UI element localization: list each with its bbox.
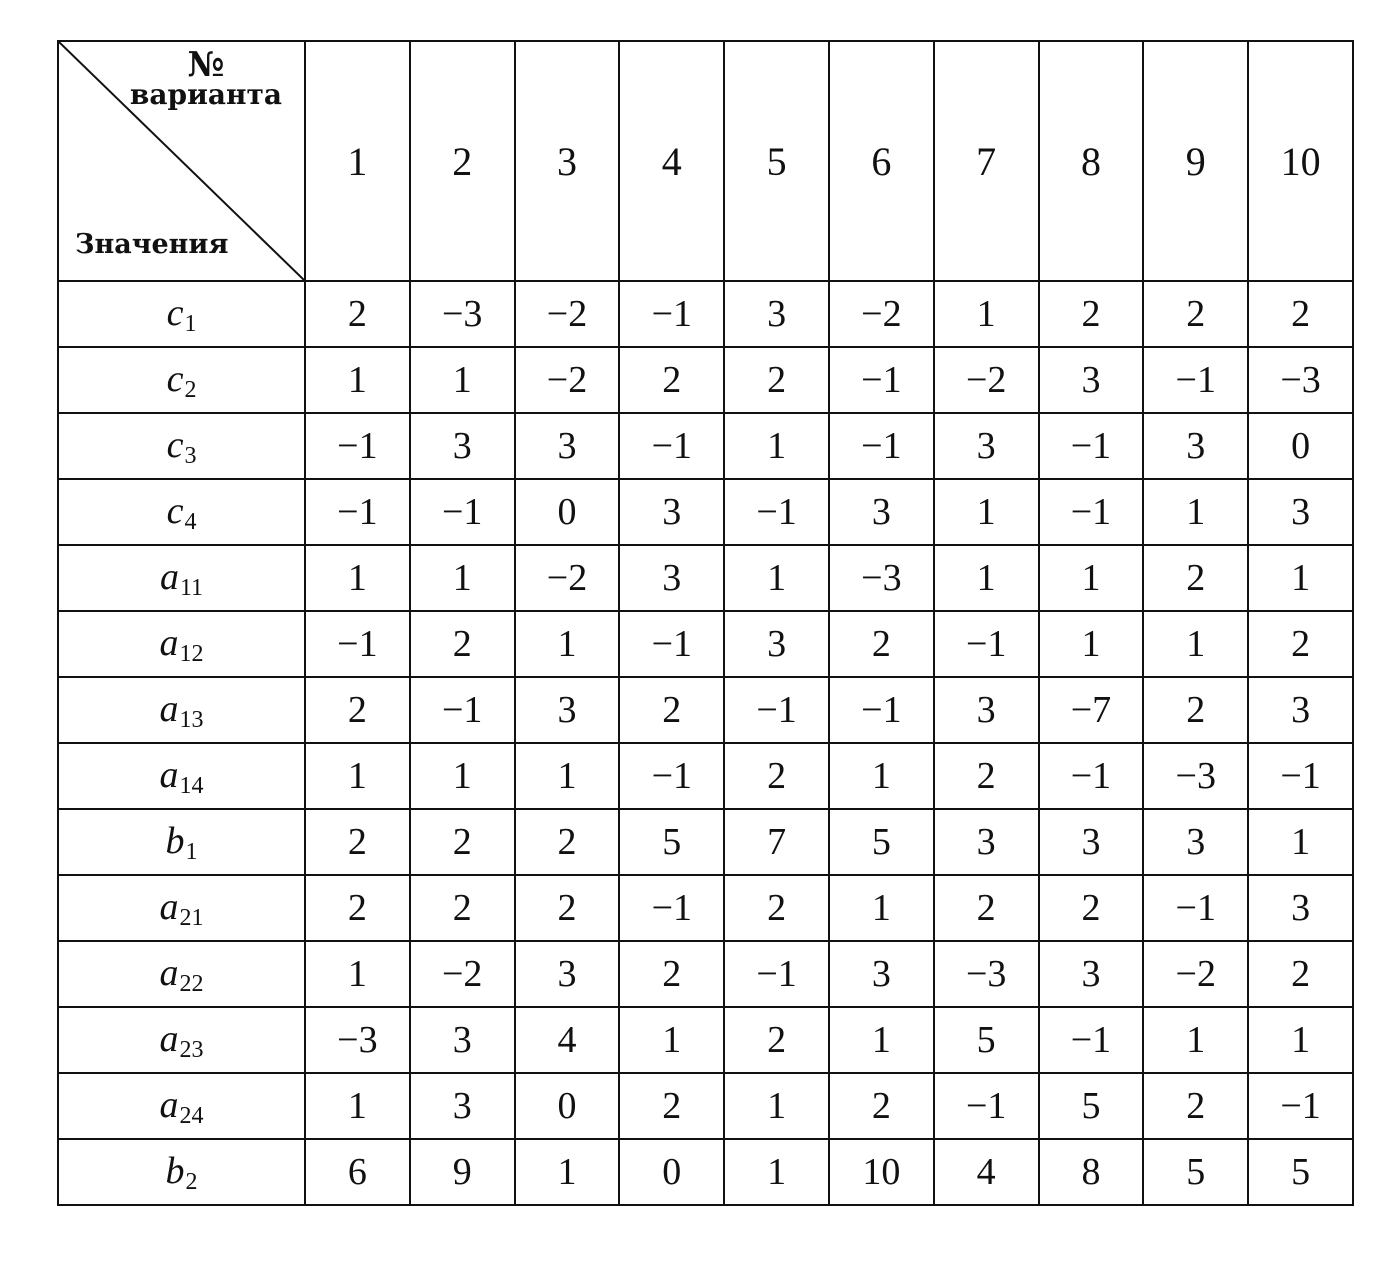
value-cell: 3	[410, 1073, 515, 1139]
table-row	[58, 809, 1353, 875]
value-cell: 2	[1039, 875, 1144, 941]
variant-header-1: 1	[305, 41, 410, 281]
value-cell: 5	[1248, 1139, 1353, 1205]
row-symbol: a	[159, 885, 179, 928]
value-cell: 3	[1143, 413, 1248, 479]
value-cell: 1	[934, 479, 1039, 545]
number-sign: №	[187, 45, 225, 85]
value-cell: −2	[934, 347, 1039, 413]
value-cell: 1	[724, 1073, 829, 1139]
value-cell: 1	[305, 941, 410, 1007]
value-cell: 3	[515, 677, 620, 743]
row-symbol: c	[166, 291, 184, 334]
value-cell: −3	[934, 941, 1039, 1007]
value-cell: −1	[1039, 479, 1144, 545]
value-cell: 2	[829, 1073, 934, 1139]
variant-number-caption	[129, 45, 282, 111]
table-row	[58, 611, 1353, 677]
row-subscript: 2	[185, 1168, 198, 1195]
value-cell: −2	[515, 281, 620, 347]
variant-header-10: 10	[1248, 41, 1353, 281]
value-cell: 2	[1143, 1073, 1248, 1139]
value-cell: 1	[829, 743, 934, 809]
value-cell: 2	[619, 347, 724, 413]
value-cell: 1	[1143, 479, 1248, 545]
value-cell: 3	[724, 611, 829, 677]
value-cell: 1	[1143, 611, 1248, 677]
value-cell: −1	[410, 479, 515, 545]
table-row	[58, 479, 1353, 545]
value-cell: −1	[724, 941, 829, 1007]
value-cell: 0	[515, 1073, 620, 1139]
value-cell: 2	[515, 809, 620, 875]
value-cell: −1	[724, 677, 829, 743]
value-cell: 1	[619, 1007, 724, 1073]
value-cell: 1	[1248, 545, 1353, 611]
variant-header-6: 6	[829, 41, 934, 281]
value-cell: 1	[724, 1139, 829, 1205]
row-label	[58, 809, 305, 875]
value-cell: 2	[1248, 941, 1353, 1007]
variant-header-7: 7	[934, 41, 1039, 281]
row-symbol: c	[166, 489, 184, 532]
value-cell: −1	[1143, 347, 1248, 413]
value-cell: 1	[934, 545, 1039, 611]
value-cell: 3	[1248, 875, 1353, 941]
value-cell: 2	[1248, 281, 1353, 347]
value-cell: 0	[1248, 413, 1353, 479]
value-cell: 10	[829, 1139, 934, 1205]
row-symbol: a	[159, 1017, 179, 1060]
value-cell: 2	[1143, 281, 1248, 347]
value-cell: −1	[1039, 1007, 1144, 1073]
row-subscript: 14	[179, 772, 204, 799]
value-cell: 1	[305, 743, 410, 809]
row-subscript: 11	[179, 574, 204, 601]
value-cell: 1	[1248, 1007, 1353, 1073]
row-symbol: a	[159, 687, 179, 730]
value-cell: −2	[515, 347, 620, 413]
value-cell: 2	[410, 875, 515, 941]
row-label	[58, 281, 305, 347]
row-label	[58, 743, 305, 809]
row-label	[58, 875, 305, 941]
value-cell: −1	[619, 611, 724, 677]
value-cell: −3	[1248, 347, 1353, 413]
value-cell: 1	[934, 281, 1039, 347]
value-cell: 5	[1039, 1073, 1144, 1139]
row-subscript: 24	[179, 1102, 204, 1129]
value-cell: 0	[619, 1139, 724, 1205]
value-cell: 1	[1143, 1007, 1248, 1073]
value-cell: 3	[1143, 809, 1248, 875]
value-cell: 2	[410, 611, 515, 677]
row-subscript: 13	[179, 706, 204, 733]
value-cell: 5	[619, 809, 724, 875]
row-subscript: 21	[179, 904, 204, 931]
value-cell: −2	[410, 941, 515, 1007]
value-cell: 1	[724, 545, 829, 611]
row-subscript: 3	[184, 442, 197, 469]
row-symbol: a	[159, 555, 179, 598]
value-cell: 2	[934, 743, 1039, 809]
value-cell: 2	[829, 611, 934, 677]
row-symbol: b	[165, 1149, 185, 1192]
value-cell: 3	[934, 809, 1039, 875]
value-cell: 2	[1248, 611, 1353, 677]
row-subscript: 12	[179, 640, 204, 667]
table-row	[58, 1139, 1353, 1205]
value-cell: −1	[1248, 1073, 1353, 1139]
value-cell: 1	[305, 1073, 410, 1139]
row-symbol: a	[159, 1083, 179, 1126]
value-cell: −1	[1248, 743, 1353, 809]
row-symbol: c	[166, 357, 184, 400]
table-row	[58, 1073, 1353, 1139]
value-cell: 3	[1039, 347, 1144, 413]
value-cell: −3	[305, 1007, 410, 1073]
value-cell: 1	[515, 1139, 620, 1205]
value-cell: 1	[1248, 809, 1353, 875]
value-cell: 2	[619, 677, 724, 743]
value-cell: −1	[305, 413, 410, 479]
table-row	[58, 413, 1353, 479]
value-cell: −1	[1039, 413, 1144, 479]
table-row	[58, 941, 1353, 1007]
row-subscript: 2	[184, 376, 197, 403]
value-cell: 2	[305, 809, 410, 875]
value-cell: 5	[1143, 1139, 1248, 1205]
value-cell: 4	[515, 1007, 620, 1073]
row-label	[58, 611, 305, 677]
values-caption: Значения	[75, 229, 229, 260]
value-cell: 3	[829, 479, 934, 545]
table-row	[58, 545, 1353, 611]
value-cell: 2	[1039, 281, 1144, 347]
value-cell: 2	[619, 941, 724, 1007]
header-row	[58, 41, 1353, 281]
value-cell: 2	[724, 743, 829, 809]
variant-header-8: 8	[1039, 41, 1144, 281]
value-cell: 3	[1248, 677, 1353, 743]
row-symbol: b	[165, 819, 185, 862]
value-cell: 3	[724, 281, 829, 347]
value-cell: 2	[1143, 677, 1248, 743]
row-symbol: a	[159, 951, 179, 994]
value-cell: 3	[934, 677, 1039, 743]
row-label	[58, 413, 305, 479]
table-row	[58, 347, 1353, 413]
value-cell: −1	[305, 611, 410, 677]
value-cell: 2	[305, 875, 410, 941]
value-cell: −1	[1143, 875, 1248, 941]
value-cell: 7	[724, 809, 829, 875]
value-cell: −2	[1143, 941, 1248, 1007]
table-row	[58, 1007, 1353, 1073]
variant-header-4: 4	[619, 41, 724, 281]
row-label	[58, 1073, 305, 1139]
value-cell: 2	[934, 875, 1039, 941]
value-cell: −2	[515, 545, 620, 611]
value-cell: −1	[829, 347, 934, 413]
value-cell: 1	[829, 875, 934, 941]
row-subscript: 23	[179, 1036, 204, 1063]
row-label	[58, 677, 305, 743]
value-cell: −1	[619, 743, 724, 809]
variant-header-3: 3	[515, 41, 620, 281]
value-cell: 1	[410, 743, 515, 809]
value-cell: 1	[829, 1007, 934, 1073]
table-row	[58, 743, 1353, 809]
value-cell: 3	[515, 413, 620, 479]
row-label	[58, 941, 305, 1007]
value-cell: −1	[934, 611, 1039, 677]
value-cell: 1	[1039, 545, 1144, 611]
value-cell: 5	[934, 1007, 1039, 1073]
value-cell: 1	[305, 347, 410, 413]
variant-header-9: 9	[1143, 41, 1248, 281]
value-cell: 1	[515, 611, 620, 677]
value-cell: −1	[619, 281, 724, 347]
value-cell: −1	[619, 875, 724, 941]
table-row	[58, 281, 1353, 347]
value-cell: −1	[934, 1073, 1039, 1139]
row-symbol: a	[159, 753, 179, 796]
value-cell: −3	[410, 281, 515, 347]
value-cell: 3	[410, 413, 515, 479]
value-cell: 3	[1039, 809, 1144, 875]
value-cell: 2	[724, 1007, 829, 1073]
value-cell: 1	[410, 545, 515, 611]
value-cell: 2	[515, 875, 620, 941]
row-symbol: c	[166, 423, 184, 466]
value-cell: −1	[829, 677, 934, 743]
value-cell: −1	[724, 479, 829, 545]
row-symbol: a	[159, 621, 179, 664]
value-cell: 3	[1248, 479, 1353, 545]
row-label	[58, 347, 305, 413]
row-subscript: 4	[184, 508, 197, 535]
value-cell: −1	[829, 413, 934, 479]
value-cell: 8	[1039, 1139, 1144, 1205]
value-cell: 3	[619, 545, 724, 611]
value-cell: 1	[305, 545, 410, 611]
variants-table	[57, 40, 1354, 1206]
value-cell: −3	[1143, 743, 1248, 809]
row-label	[58, 1007, 305, 1073]
row-subscript: 1	[184, 310, 197, 337]
row-label	[58, 545, 305, 611]
value-cell: 9	[410, 1139, 515, 1205]
value-cell: 3	[515, 941, 620, 1007]
table-body	[58, 281, 1353, 1205]
value-cell: 3	[1039, 941, 1144, 1007]
value-cell: 1	[410, 347, 515, 413]
value-cell: 2	[305, 677, 410, 743]
value-cell: 1	[724, 413, 829, 479]
table-row	[58, 677, 1353, 743]
value-cell: 2	[724, 875, 829, 941]
value-cell: 3	[934, 413, 1039, 479]
value-cell: 0	[515, 479, 620, 545]
corner-header-cell	[58, 41, 305, 281]
value-cell: −1	[619, 413, 724, 479]
value-cell: −3	[829, 545, 934, 611]
variant-header-5: 5	[724, 41, 829, 281]
row-subscript: 22	[179, 970, 204, 997]
value-cell: 5	[829, 809, 934, 875]
value-cell: 2	[305, 281, 410, 347]
value-cell: −1	[305, 479, 410, 545]
value-cell: 2	[1143, 545, 1248, 611]
value-cell: 3	[619, 479, 724, 545]
variant-word: варианта	[129, 78, 282, 111]
value-cell: 2	[410, 809, 515, 875]
value-cell: −7	[1039, 677, 1144, 743]
value-cell: 2	[724, 347, 829, 413]
table-row	[58, 875, 1353, 941]
value-cell: 1	[1039, 611, 1144, 677]
variant-header-2: 2	[410, 41, 515, 281]
value-cell: −1	[410, 677, 515, 743]
value-cell: 3	[829, 941, 934, 1007]
value-cell: −2	[829, 281, 934, 347]
row-subscript: 1	[185, 838, 198, 865]
value-cell: 4	[934, 1139, 1039, 1205]
value-cell: 1	[515, 743, 620, 809]
value-cell: 6	[305, 1139, 410, 1205]
value-cell: 2	[619, 1073, 724, 1139]
value-cell: 3	[410, 1007, 515, 1073]
row-label	[58, 1139, 305, 1205]
value-cell: −1	[1039, 743, 1144, 809]
row-label	[58, 479, 305, 545]
